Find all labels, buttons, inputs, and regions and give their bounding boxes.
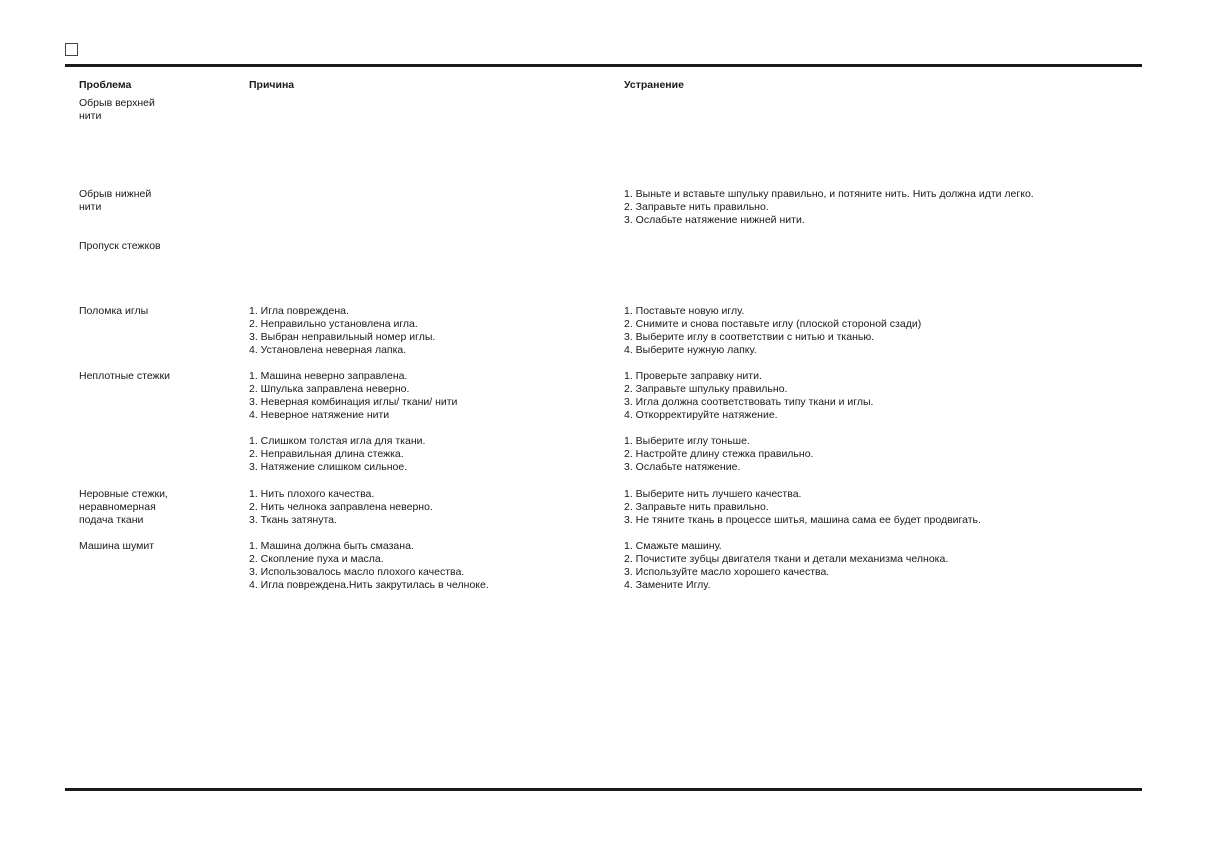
row-7-cause: 1. Нить плохого качества. 2. Нить челнока заправлена неверно. 3. Ткань затянута. bbox=[249, 488, 433, 526]
row-5-fix: 1. Проверьте заправку нити. 2. Заправьте шпульку правильно. 3. Игла должна соответствовать типу ткани и иглы. 4. Откорректируйте натяжение. bbox=[624, 370, 874, 421]
bottom-rule bbox=[65, 788, 1142, 791]
header-cause: Причина bbox=[249, 79, 295, 91]
row-4-problem: Поломка иглы bbox=[79, 305, 149, 317]
row-2-fix: 1. Выньте и вставьте шпульку правильно, и потяните нить. Нить должна идти легко. 2. Заправьте нить правильно. 3. Ослабьте натяжение нижней нити. bbox=[624, 188, 1034, 226]
row-5-problem: Неплотные стежки bbox=[79, 370, 171, 382]
row-7-fix: 1. Выберите нить лучшего качества. 2. Заправьте нить правильно. 3. Не тяните ткань в процессе шитья, машина сама ее будет продвигать. bbox=[624, 488, 981, 526]
row-6-fix: 1. Выберите иглу тоньше. 2. Настройте длину стежка правильно. 3. Ослабьте натяжение. bbox=[624, 435, 814, 473]
row-4-fix: 1. Поставьте новую иглу. 2. Снимите и снова поставьте иглу (плоской стороной сзади) 3. Выберите иглу в соответствии с нитью и тканью. 4. Выберите нужную лапку. bbox=[624, 305, 922, 356]
corner-checkbox-mark bbox=[65, 43, 78, 56]
row-7-problem: Неровные стежки, неравномерная подача ткани bbox=[79, 488, 168, 526]
row-8-cause: 1. Машина должна быть смазана. 2. Скопление пуха и масла. 3. Использовалось масло плохого качества. 4. Игла повреждена.Нить закрутилась в челноке. bbox=[249, 540, 489, 591]
row-4-cause: 1. Игла повреждена. 2. Неправильно установлена игла. 3. Выбран неправильный номер иглы. 4. Установлена неверная лапка. bbox=[249, 305, 436, 356]
row-2-problem: Обрыв нижней нити bbox=[79, 188, 152, 213]
top-rule bbox=[65, 64, 1142, 67]
row-8-problem: Машина шумит bbox=[79, 540, 154, 552]
row-3-problem: Пропуск стежков bbox=[79, 240, 161, 252]
row-5-cause: 1. Машина неверно заправлена. 2. Шпулька заправлена неверно. 3. Неверная комбинация иглы/ ткани/ нити 4. Неверное натяжение нити bbox=[249, 370, 458, 421]
header-problem: Проблема bbox=[79, 79, 132, 91]
row-1-problem: Обрыв верхней нити bbox=[79, 97, 155, 122]
row-6-cause: 1. Слишком толстая игла для ткани. 2. Неправильная длина стежка. 3. Натяжение слишком сильное. bbox=[249, 435, 426, 473]
row-8-fix: 1. Смажьте машину. 2. Почистите зубцы двигателя ткани и детали механизма челнока. 3. Используйте масло хорошего качества. 4. Замените Иглу. bbox=[624, 540, 949, 591]
header-fix: Устранение bbox=[624, 79, 684, 91]
